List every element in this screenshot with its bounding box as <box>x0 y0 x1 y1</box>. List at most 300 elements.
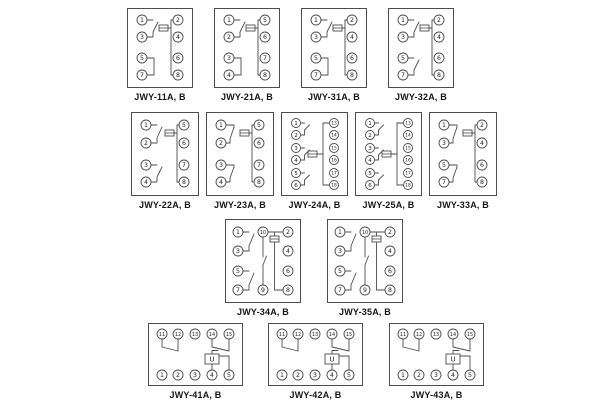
schematic-jwy-32a-b <box>388 8 454 88</box>
svg-text:5: 5 <box>263 17 267 25</box>
svg-text:3: 3 <box>236 248 240 256</box>
terminal-11 <box>398 329 408 339</box>
diagram-label-jwy-31a-b: JWY-31A, B <box>307 92 360 102</box>
svg-text:6: 6 <box>182 140 186 148</box>
contact-symbol <box>403 339 419 351</box>
terminal-6 <box>179 138 189 148</box>
terminal-8 <box>347 70 357 80</box>
terminal-12 <box>173 329 183 339</box>
terminal-4 <box>292 156 301 165</box>
terminal-7 <box>311 70 321 80</box>
svg-text:5: 5 <box>368 171 372 178</box>
relay-diagram-jwy-32a-b <box>388 8 454 93</box>
terminal-5 <box>439 160 449 170</box>
diagram-label-jwy-25a-b: JWY-25A, B <box>362 200 415 210</box>
svg-text:4: 4 <box>294 158 298 165</box>
jumper-link <box>321 58 328 75</box>
coil-wire <box>177 125 179 182</box>
contact-symbol <box>147 20 158 37</box>
svg-text:1: 1 <box>227 17 231 25</box>
terminal-5 <box>137 53 147 63</box>
svg-text:3: 3 <box>219 162 223 170</box>
svg-text:10: 10 <box>361 229 369 236</box>
coil-wire <box>252 125 254 182</box>
coil-symbol <box>325 354 339 364</box>
terminal-2 <box>477 120 487 130</box>
svg-text:13: 13 <box>191 331 199 338</box>
svg-text:18: 18 <box>405 183 411 189</box>
terminal-14 <box>327 329 337 339</box>
svg-text:2: 2 <box>227 34 231 42</box>
terminal-4 <box>283 246 293 256</box>
terminal-4 <box>434 32 444 42</box>
svg-text:7: 7 <box>442 179 446 187</box>
svg-text:4: 4 <box>286 248 290 256</box>
terminal-2 <box>293 370 303 380</box>
relay-diagram-jwy-24a-b <box>281 112 348 201</box>
schematic-jwy-42a-b <box>268 323 363 386</box>
svg-text:4: 4 <box>368 158 372 165</box>
terminal-6 <box>254 138 264 148</box>
terminal-3 <box>439 138 449 148</box>
svg-text:8: 8 <box>257 179 261 187</box>
contact-symbol <box>345 232 356 251</box>
terminal-6 <box>366 181 375 190</box>
svg-text:3: 3 <box>401 34 405 42</box>
svg-text:7: 7 <box>338 287 342 295</box>
schematic-jwy-31a-b <box>301 8 367 88</box>
terminal-3 <box>398 32 408 42</box>
contact-symbol <box>243 271 254 290</box>
svg-text:4: 4 <box>480 140 484 148</box>
terminal-4 <box>385 246 395 256</box>
terminal-1 <box>335 227 345 237</box>
svg-text:6: 6 <box>480 162 484 170</box>
svg-text:1: 1 <box>442 122 446 130</box>
terminal-14 <box>448 329 458 339</box>
terminal-1 <box>277 370 287 380</box>
svg-text:14: 14 <box>331 133 337 139</box>
svg-text:9: 9 <box>363 287 367 295</box>
terminal-15 <box>465 329 475 339</box>
coil-symbol <box>372 236 381 242</box>
svg-text:11: 11 <box>399 331 407 338</box>
terminal-12 <box>293 329 303 339</box>
svg-text:4: 4 <box>451 372 455 380</box>
svg-text:12: 12 <box>415 331 423 338</box>
coil-wire <box>475 125 477 182</box>
contact-symbol <box>365 256 369 265</box>
terminal-2 <box>173 15 183 25</box>
coil-symbol <box>420 25 429 31</box>
svg-text:3: 3 <box>144 162 148 170</box>
svg-text:1: 1 <box>280 372 284 380</box>
coil-label: U <box>450 355 456 364</box>
svg-text:3: 3 <box>442 140 446 148</box>
terminal-2 <box>292 131 301 140</box>
terminal-5 <box>224 370 234 380</box>
svg-text:7: 7 <box>182 162 186 170</box>
coil-wire <box>397 123 404 185</box>
svg-text:5: 5 <box>227 372 231 380</box>
contact-symbol <box>449 125 457 143</box>
terminal-5 <box>254 120 264 130</box>
svg-text:3: 3 <box>227 55 231 63</box>
svg-text:10: 10 <box>259 229 267 236</box>
terminal-4 <box>173 32 183 42</box>
contact-symbol <box>234 20 245 37</box>
relay-diagram-jwy-33a-b <box>429 112 497 201</box>
diagram-label-jwy-43a-b: JWY-43A, B <box>410 390 463 400</box>
relay-diagram-jwy-21a-b <box>214 8 280 93</box>
contact-symbol <box>162 339 178 351</box>
relay-diagram-jwy-23a-b <box>206 112 274 201</box>
terminal-1 <box>311 15 321 25</box>
svg-text:6: 6 <box>294 183 298 190</box>
terminal-14 <box>207 329 217 339</box>
contact-symbol <box>301 173 310 185</box>
terminal-15 <box>330 144 339 153</box>
svg-text:13: 13 <box>405 121 411 127</box>
contact-symbol <box>408 58 419 75</box>
schematic-jwy-24a-b <box>281 112 348 196</box>
terminal-6 <box>292 181 301 190</box>
terminal-16 <box>404 156 413 165</box>
diagram-label-jwy-41a-b: JWY-41A, B <box>169 390 222 400</box>
coil-symbol <box>165 130 174 136</box>
terminal-5 <box>311 53 321 63</box>
terminal-17 <box>330 169 339 178</box>
svg-text:3: 3 <box>314 34 318 42</box>
terminal-3 <box>310 370 320 380</box>
svg-text:6: 6 <box>176 55 180 63</box>
terminal-14 <box>404 131 413 140</box>
terminal-8 <box>434 70 444 80</box>
terminal-2 <box>173 370 183 380</box>
relay-diagram-jwy-11a-b <box>127 8 193 93</box>
svg-text:14: 14 <box>328 331 336 338</box>
coil-symbol <box>240 130 249 136</box>
terminal-18 <box>330 181 339 190</box>
svg-text:6: 6 <box>257 140 261 148</box>
svg-text:6: 6 <box>388 268 392 276</box>
terminal-7 <box>260 53 270 63</box>
terminal-2 <box>385 227 395 237</box>
terminal-6 <box>434 53 444 63</box>
svg-text:8: 8 <box>263 72 267 80</box>
coil-symbol <box>382 151 391 157</box>
terminal-2 <box>366 131 375 140</box>
coil-symbol <box>446 354 460 364</box>
diagram-label-jwy-11a-b: JWY-11A, B <box>134 92 186 102</box>
schematic-jwy-33a-b <box>429 112 497 196</box>
terminal-4 <box>366 156 375 165</box>
svg-text:3: 3 <box>294 146 298 153</box>
svg-text:8: 8 <box>350 72 354 80</box>
svg-text:17: 17 <box>405 171 411 177</box>
terminal-8 <box>260 70 270 80</box>
coil-hook <box>212 351 218 355</box>
terminal-10 <box>360 227 370 237</box>
svg-text:15: 15 <box>331 146 337 152</box>
terminal-6 <box>173 53 183 63</box>
svg-text:6: 6 <box>350 55 354 63</box>
terminal-12 <box>414 329 424 339</box>
svg-text:3: 3 <box>313 372 317 380</box>
svg-text:4: 4 <box>219 179 223 187</box>
contact-symbol <box>332 339 349 351</box>
diagram-label-jwy-33a-b: JWY-33A, B <box>436 200 489 210</box>
svg-text:3: 3 <box>338 248 342 256</box>
terminal-2 <box>216 138 226 148</box>
svg-text:14: 14 <box>405 133 411 139</box>
terminal-8 <box>179 177 189 187</box>
svg-text:2: 2 <box>176 372 180 380</box>
svg-text:14: 14 <box>208 331 216 338</box>
relay-diagram-jwy-35a-b <box>327 219 403 308</box>
terminal-8 <box>283 285 293 295</box>
relay-diagram-jwy-25a-b <box>355 112 422 201</box>
svg-text:8: 8 <box>176 72 180 80</box>
svg-text:4: 4 <box>210 372 214 380</box>
svg-text:4: 4 <box>227 72 231 80</box>
svg-text:4: 4 <box>144 179 148 187</box>
svg-text:14: 14 <box>449 331 457 338</box>
terminal-6 <box>477 160 487 170</box>
svg-text:2: 2 <box>368 133 372 140</box>
terminal-5 <box>398 53 408 63</box>
terminal-4 <box>477 138 487 148</box>
terminal-7 <box>254 160 264 170</box>
terminal-1 <box>366 119 375 128</box>
svg-text:12: 12 <box>174 331 182 338</box>
terminal-15 <box>404 144 413 153</box>
svg-text:1: 1 <box>401 17 405 25</box>
contact-symbol <box>321 20 332 37</box>
svg-text:4: 4 <box>388 248 392 256</box>
terminal-3 <box>366 144 375 153</box>
svg-text:13: 13 <box>331 121 337 127</box>
diagram-label-jwy-22a-b: JWY-22A, B <box>138 200 191 210</box>
terminal-8 <box>254 177 264 187</box>
terminal-14 <box>330 131 339 140</box>
terminal-7 <box>137 70 147 80</box>
terminal-4 <box>327 370 337 380</box>
diagram-label-jwy-32a-b: JWY-32A, B <box>394 92 447 102</box>
terminal-3 <box>190 370 200 380</box>
svg-text:3: 3 <box>193 372 197 380</box>
svg-text:5: 5 <box>182 122 186 130</box>
terminal-11 <box>157 329 167 339</box>
svg-text:7: 7 <box>401 72 405 80</box>
terminal-17 <box>404 169 413 178</box>
terminal-13 <box>310 329 320 339</box>
terminal-15 <box>344 329 354 339</box>
coil-wire <box>339 356 349 370</box>
svg-text:13: 13 <box>432 331 440 338</box>
terminal-9 <box>360 285 370 295</box>
terminal-5 <box>260 15 270 25</box>
svg-text:16: 16 <box>331 158 337 164</box>
svg-text:5: 5 <box>468 372 472 380</box>
terminal-4 <box>224 70 234 80</box>
terminal-3 <box>335 246 345 256</box>
relay-diagram-jwy-31a-b <box>301 8 367 93</box>
svg-text:2: 2 <box>286 229 290 237</box>
terminal-16 <box>330 156 339 165</box>
schematic-jwy-34a-b <box>225 219 301 303</box>
terminal-4 <box>216 177 226 187</box>
coil-symbol <box>270 236 279 242</box>
contact-symbol <box>226 165 234 182</box>
jumper-link <box>147 58 154 75</box>
svg-text:1: 1 <box>338 229 342 237</box>
terminal-1 <box>439 120 449 130</box>
svg-text:1: 1 <box>314 17 318 25</box>
coil-symbol <box>246 25 255 31</box>
coil-wire <box>460 356 470 370</box>
schematic-jwy-35a-b <box>327 219 403 303</box>
svg-text:1: 1 <box>401 372 405 380</box>
terminal-7 <box>398 70 408 80</box>
svg-text:15: 15 <box>345 331 353 338</box>
terminal-1 <box>157 370 167 380</box>
jumper-link <box>234 58 241 75</box>
terminal-1 <box>233 227 243 237</box>
terminal-7 <box>179 160 189 170</box>
terminal-2 <box>224 32 234 42</box>
coil-wire <box>323 123 330 185</box>
terminal-18 <box>404 181 413 190</box>
terminal-2 <box>141 138 151 148</box>
svg-text:18: 18 <box>331 183 337 189</box>
coil-hook <box>453 351 459 355</box>
terminal-9 <box>258 285 268 295</box>
svg-text:15: 15 <box>225 331 233 338</box>
svg-text:11: 11 <box>278 331 286 338</box>
terminal-13 <box>330 119 339 128</box>
terminal-1 <box>216 120 226 130</box>
contact-symbol <box>375 123 384 135</box>
svg-text:5: 5 <box>401 55 405 63</box>
contact-symbol <box>375 173 384 185</box>
terminal-4 <box>347 32 357 42</box>
contact-symbol <box>282 339 298 351</box>
terminal-3 <box>311 32 321 42</box>
terminal-5 <box>292 169 301 178</box>
svg-text:5: 5 <box>294 171 298 178</box>
svg-text:3: 3 <box>368 146 372 153</box>
terminal-3 <box>431 370 441 380</box>
diagram-label-jwy-21a-b: JWY-21A, B <box>220 92 273 102</box>
coil-label: U <box>329 355 335 364</box>
terminal-8 <box>477 177 487 187</box>
relay-diagram-jwy-41a-b <box>148 323 243 391</box>
svg-text:5: 5 <box>338 268 342 276</box>
terminal-8 <box>385 285 395 295</box>
svg-text:1: 1 <box>294 121 298 128</box>
terminal-1 <box>398 370 408 380</box>
terminal-2 <box>283 227 293 237</box>
svg-text:4: 4 <box>350 34 354 42</box>
coil-wire <box>219 356 229 370</box>
schematic-jwy-23a-b <box>206 112 274 196</box>
diagram-label-jwy-23a-b: JWY-23A, B <box>213 200 266 210</box>
terminal-7 <box>335 285 345 295</box>
svg-text:1: 1 <box>368 121 372 128</box>
contact-symbol <box>151 125 162 143</box>
svg-text:4: 4 <box>437 34 441 42</box>
svg-text:1: 1 <box>219 122 223 130</box>
terminal-6 <box>283 266 293 276</box>
svg-text:2: 2 <box>437 17 441 25</box>
coil-symbol <box>308 151 317 157</box>
terminal-6 <box>260 32 270 42</box>
diagram-label-jwy-34a-b: JWY-34A, B <box>236 307 289 317</box>
terminal-5 <box>366 169 375 178</box>
terminal-3 <box>233 246 243 256</box>
svg-text:6: 6 <box>437 55 441 63</box>
terminal-7 <box>233 285 243 295</box>
coil-symbol <box>463 130 472 136</box>
svg-text:16: 16 <box>405 158 411 164</box>
relay-diagram-jwy-22a-b <box>131 112 199 201</box>
svg-text:1: 1 <box>160 372 164 380</box>
coil-wire <box>377 242 386 290</box>
terminal-7 <box>439 177 449 187</box>
svg-text:2: 2 <box>219 140 223 148</box>
terminal-3 <box>224 53 234 63</box>
terminal-4 <box>448 370 458 380</box>
svg-text:6: 6 <box>263 34 267 42</box>
svg-text:9: 9 <box>261 287 265 295</box>
terminal-1 <box>137 15 147 25</box>
coil-label: U <box>209 355 215 364</box>
terminal-5 <box>233 266 243 276</box>
terminal-1 <box>292 119 301 128</box>
contact-symbol <box>151 165 162 182</box>
svg-text:2: 2 <box>388 229 392 237</box>
contact-symbol <box>449 165 457 182</box>
diagram-label-jwy-24a-b: JWY-24A, B <box>288 200 341 210</box>
svg-text:5: 5 <box>442 162 446 170</box>
svg-text:8: 8 <box>480 179 484 187</box>
contact-symbol <box>263 256 267 265</box>
terminal-2 <box>347 15 357 25</box>
terminal-13 <box>404 119 413 128</box>
svg-text:5: 5 <box>140 55 144 63</box>
schematic-jwy-41a-b <box>148 323 243 386</box>
terminal-13 <box>431 329 441 339</box>
svg-text:8: 8 <box>182 179 186 187</box>
terminal-5 <box>344 370 354 380</box>
terminal-2 <box>414 370 424 380</box>
schematic-jwy-21a-b <box>214 8 280 88</box>
svg-text:4: 4 <box>176 34 180 42</box>
terminal-3 <box>137 32 147 42</box>
relay-diagram-jwy-42a-b <box>268 323 363 391</box>
terminal-2 <box>434 15 444 25</box>
svg-text:2: 2 <box>296 372 300 380</box>
terminal-13 <box>190 329 200 339</box>
terminal-5 <box>465 370 475 380</box>
coil-wire <box>275 242 284 290</box>
svg-text:15: 15 <box>405 146 411 152</box>
svg-text:8: 8 <box>388 287 392 295</box>
terminal-6 <box>347 53 357 63</box>
terminal-3 <box>216 160 226 170</box>
svg-text:2: 2 <box>294 133 298 140</box>
